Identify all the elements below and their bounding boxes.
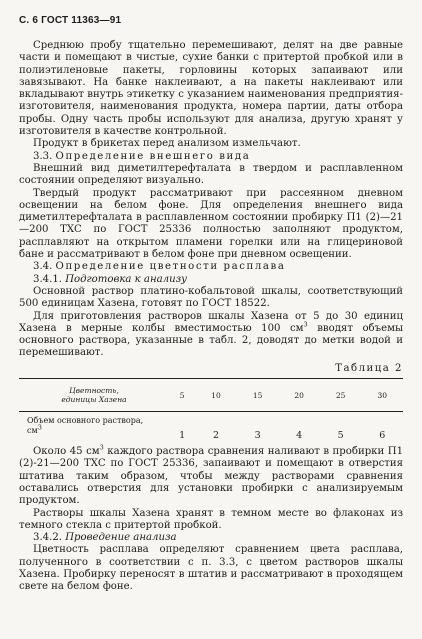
paragraph-appearance: Внешний вид диметилтерефталата в твердом и расплавленном состоянии определяют визуально. xyxy=(19,162,403,187)
section-title: Определение внешнего вида xyxy=(55,150,251,162)
section-number: 3.4. xyxy=(33,261,53,273)
table-header-cell: 25 xyxy=(335,390,346,400)
section-number: 3.3. xyxy=(33,150,53,162)
section-3-4-2-heading xyxy=(19,532,403,544)
table-2 xyxy=(19,378,403,440)
table-cell: 6 xyxy=(379,430,386,442)
section-title: Подготовка к анализу xyxy=(65,273,188,285)
paragraph-base-solution: Основной раствор платино-кобальтовой шкалы, соответствующий 500 единицам Хазена, готовят по ГОСТ 18522. xyxy=(19,285,403,310)
section-title: Проведение анализа xyxy=(65,532,177,544)
section-3-4-1-heading xyxy=(19,274,403,286)
paragraph-analysis: Цветность расплава определяют сравнением цвета расплава, полученного в соответствии с п. 3.3, с цветом растворов шкалы Хазена. Пробирку переносят в штатив и рассматривают в проходящем свете на белом фоне. xyxy=(19,544,403,593)
table-caption: Таблица 2 xyxy=(335,362,403,374)
table-header-cell: 10 xyxy=(211,390,221,400)
table-cell: 5 xyxy=(337,430,344,442)
table-header-label: Цветность, единицы Хазена xyxy=(61,386,127,405)
paragraph-storage: Растворы шкалы Хазена хранят в темном месте во флаконах из темного стекла с притертой пробкой. xyxy=(19,507,403,531)
table-row xyxy=(19,412,403,441)
table-row-label: Объем основного раствора, $см^3$ xyxy=(27,416,144,436)
section-number: 3.4.1. xyxy=(33,273,62,285)
page-header: С. 6 ГОСТ 11363—91 xyxy=(19,15,122,26)
table-header-cell: 20 xyxy=(294,390,304,400)
paragraph-sample-packing: Среднюю пробу тщательно перемешивают, делят на две равные части и помещают в чистые, сухие банки с притертой пробкой или в полиэтиленовые пакеты, горловины которых запаивают или завязывают. На банке наклеивают, а на пакеты наклеивают или вкладывают внутрь этикетку с указанием наименования предприятия-изготовителя, наименования продукта, номера партии, даты отбора пробы. Одну часть пробы используют для анализа, другую хранят у изготовителя в качестве контрольной. xyxy=(19,40,403,138)
table-header-cell: 5 xyxy=(179,390,185,400)
paragraph-reference-solutions: Около 45 $см^3$ каждого раствора сравнения наливают в пробирки П1 (2)-21—200 ТХС по ГОСТ 25336, запаивают и помещают в отверстия штатива таким образом, чтобы между растворами сравнения оставались отверстия для установки пробирки с анализируемым продуктом. xyxy=(19,443,404,507)
table-header-row xyxy=(19,379,403,412)
section-title: Определение цветности расплава xyxy=(55,261,286,273)
table-cell: 1 xyxy=(179,430,186,442)
section-3-3-heading xyxy=(19,151,403,163)
table-cell: 4 xyxy=(296,430,303,442)
section-3-4-heading xyxy=(19,261,403,273)
table-header-cell: 15 xyxy=(252,390,263,400)
paragraph-solid-product: Твердый продукт рассматривают при рассеянном дневном освещении на белом фоне. Для определения внешнего вида диметилтерефталата в расплавленном состоянии пробирку П1 (2)—21—200 ТХС по ГОСТ 25336 полностью заполняют продуктом, расплавляют на открытом пламени горелки или на глицериновой бане и рассматривают в белом фоне при дневном освещении. xyxy=(19,187,403,261)
paragraph-briquettes: Продукт в брикетах перед анализом измельчают. xyxy=(33,138,301,150)
section-number: 3.4.2. xyxy=(33,532,62,544)
table-cell: 2 xyxy=(213,430,220,442)
table-header-cell: 30 xyxy=(377,390,387,400)
paragraph-hazen-scale: Для приготовления растворов шкалы Хазена от 5 до 30 единиц Хазена в мерные колбы вместимостью 100 $см^3$ вводят объемы основного раствора, указанные в табл. 2, доводят до метки водой и перемешивают. xyxy=(19,310,404,359)
table-cell: 3 xyxy=(254,430,261,442)
document-body xyxy=(19,40,403,594)
